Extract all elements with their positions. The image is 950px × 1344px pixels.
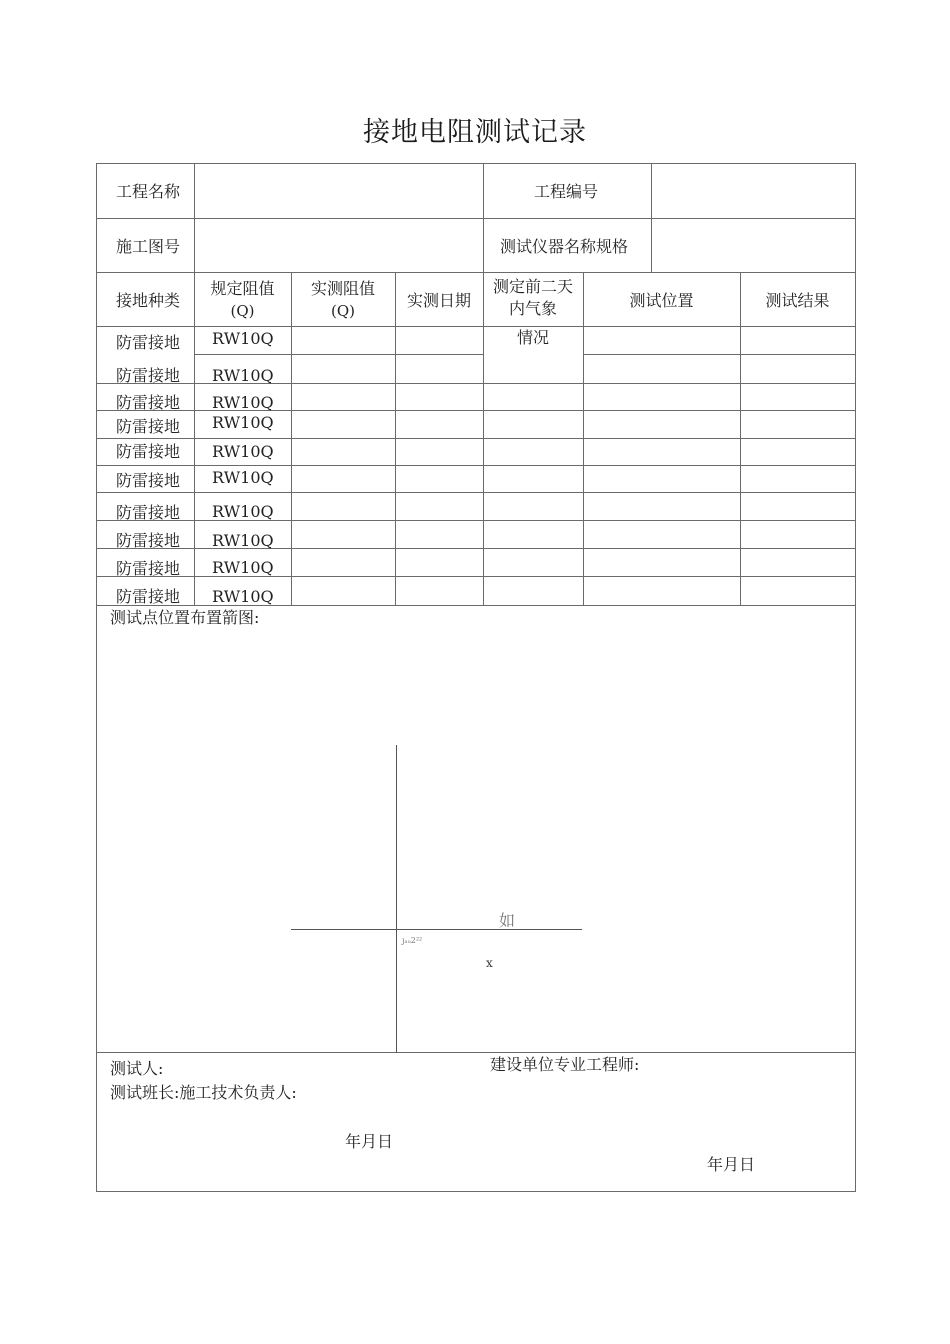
date-left: 年月日 xyxy=(345,1132,394,1151)
row-spec: RW10Q xyxy=(212,558,274,577)
row-spec: RW10Q xyxy=(212,442,274,461)
row-spec: RW10Q xyxy=(212,502,274,521)
row-spec: RW10Q xyxy=(212,413,274,432)
row-type: 防雷接地 xyxy=(116,442,181,461)
instrument-label: 测试仪器名称规格 xyxy=(500,237,629,256)
col-weather-line3: 情况 xyxy=(516,328,549,347)
row-spec: RW10Q xyxy=(212,468,274,487)
row-spec: RW10Q xyxy=(212,531,274,550)
row-type: 防雷接地 xyxy=(116,333,181,352)
sketch-mark-small: ȷₐᵤ2²² xyxy=(402,936,423,945)
row-type: 防雷接地 xyxy=(116,559,181,578)
leader-label: 测试班长:施工技术负责人: xyxy=(110,1083,297,1102)
col-measured: 实测阻值 (Q) xyxy=(310,279,375,320)
row-type: 防雷接地 xyxy=(116,587,181,606)
row-spec: RW10Q xyxy=(212,587,274,606)
project-name-label: 工程名称 xyxy=(116,182,181,201)
row-type: 防雷接地 xyxy=(116,531,181,550)
owner-engineer-label: 建设单位专业工程师: xyxy=(490,1055,640,1074)
sketch-mark-x: x xyxy=(486,956,493,970)
page-title: 接地电阻测试记录 xyxy=(363,117,587,148)
sketch-horizontal-line xyxy=(291,929,582,930)
project-no-label: 工程编号 xyxy=(534,182,599,201)
row-type: 防雷接地 xyxy=(116,417,181,436)
row-spec: RW10Q xyxy=(212,366,274,385)
col-spec: 规定阻值 (Q) xyxy=(210,279,275,320)
date-right: 年月日 xyxy=(707,1155,756,1174)
col-result: 测试结果 xyxy=(765,291,830,310)
row-type: 防雷接地 xyxy=(116,471,181,490)
col-weather: 测定前二天 内气象 xyxy=(492,277,573,318)
row-type: 防雷接地 xyxy=(116,503,181,522)
sketch-label: 测试点位置布置箭图: xyxy=(110,608,260,627)
row-spec: RW10Q xyxy=(212,329,274,348)
col-type: 接地种类 xyxy=(116,291,181,310)
col-date: 实测日期 xyxy=(406,291,471,310)
col-location: 测试位置 xyxy=(629,291,694,310)
row-type: 防雷接地 xyxy=(116,366,181,385)
sketch-vertical-line xyxy=(396,745,397,1053)
drawing-no-label: 施工图号 xyxy=(116,237,181,256)
row-spec: RW10Q xyxy=(212,393,274,412)
row-type: 防雷接地 xyxy=(116,393,181,412)
tester-label: 测试人: xyxy=(110,1059,164,1078)
sketch-mark-ru: 如 xyxy=(499,911,516,930)
